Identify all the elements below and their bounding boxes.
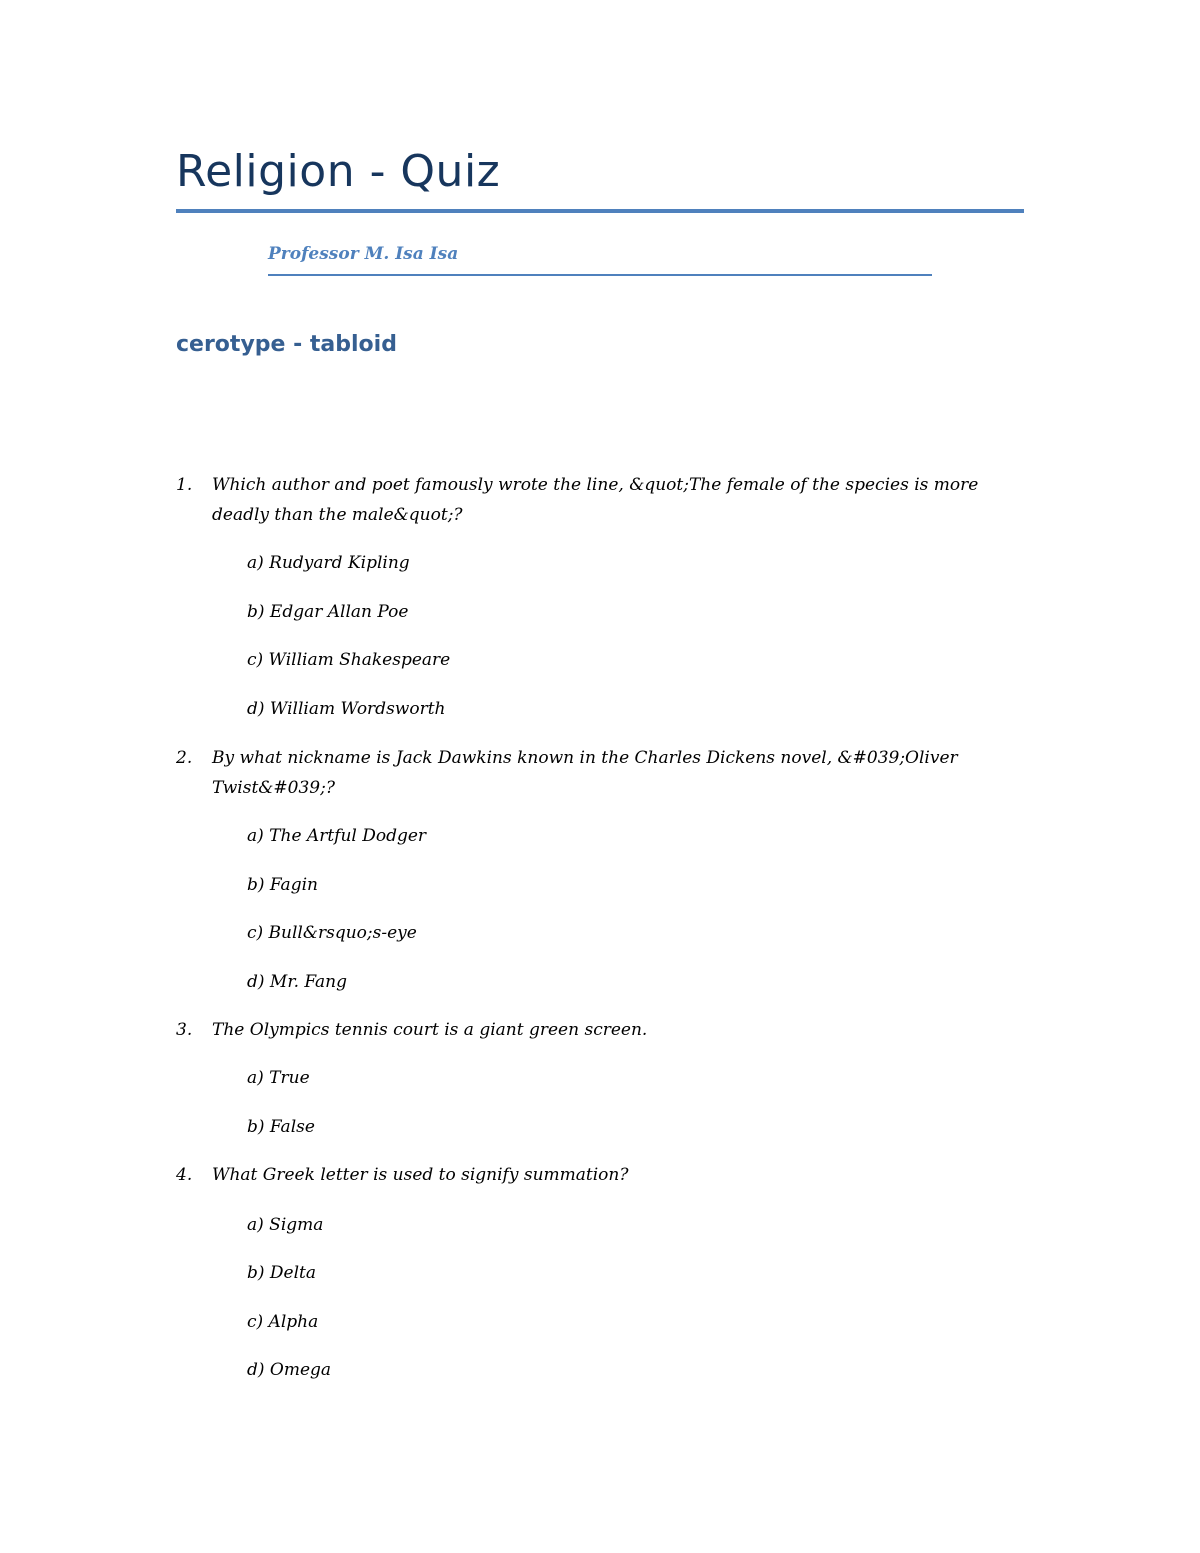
answer-option: d) William Wordsworth [247,699,446,719]
answer-option: a) True [247,1068,310,1088]
answer-option: b) False [247,1117,315,1137]
author-underline [268,274,932,276]
question-text-line: The Olympics tennis court is a giant green screen. [212,1020,648,1040]
answer-option: c) William Shakespeare [247,650,451,670]
title-underline [176,209,1024,213]
answer-option: c) Alpha [247,1312,319,1332]
question-number: 2. [176,748,193,768]
answer-option: a) Sigma [247,1215,324,1235]
question-number: 3. [176,1020,193,1040]
question-text-line: Which author and poet famously wrote the line, &quot;The female of the species is more [212,475,979,495]
answer-option: a) The Artful Dodger [247,826,427,846]
answer-option: c) Bull&rsquo;s-eye [247,923,417,943]
author-name: Professor M. Isa Isa [268,244,459,264]
answer-option: a) Rudyard Kipling [247,553,410,573]
question-text-line: What Greek letter is used to signify summation? [212,1165,629,1185]
answer-option: b) Delta [247,1263,317,1283]
question-text-line: By what nickname is Jack Dawkins known in the Charles Dickens novel, &#039;Oliver [212,748,958,768]
question-text-line: Twist&#039;? [212,778,335,798]
answer-option: d) Mr. Fang [247,972,347,992]
question-text-line: deadly than the male&quot;? [212,505,463,525]
answer-option: d) Omega [247,1360,332,1380]
answer-option: b) Edgar Allan Poe [247,602,409,622]
question-number: 4. [176,1165,193,1185]
document-title: Religion - Quiz [176,146,501,197]
question-number: 1. [176,475,193,495]
answer-option: b) Fagin [247,875,318,895]
section-heading: cerotype - tabloid [176,332,397,357]
